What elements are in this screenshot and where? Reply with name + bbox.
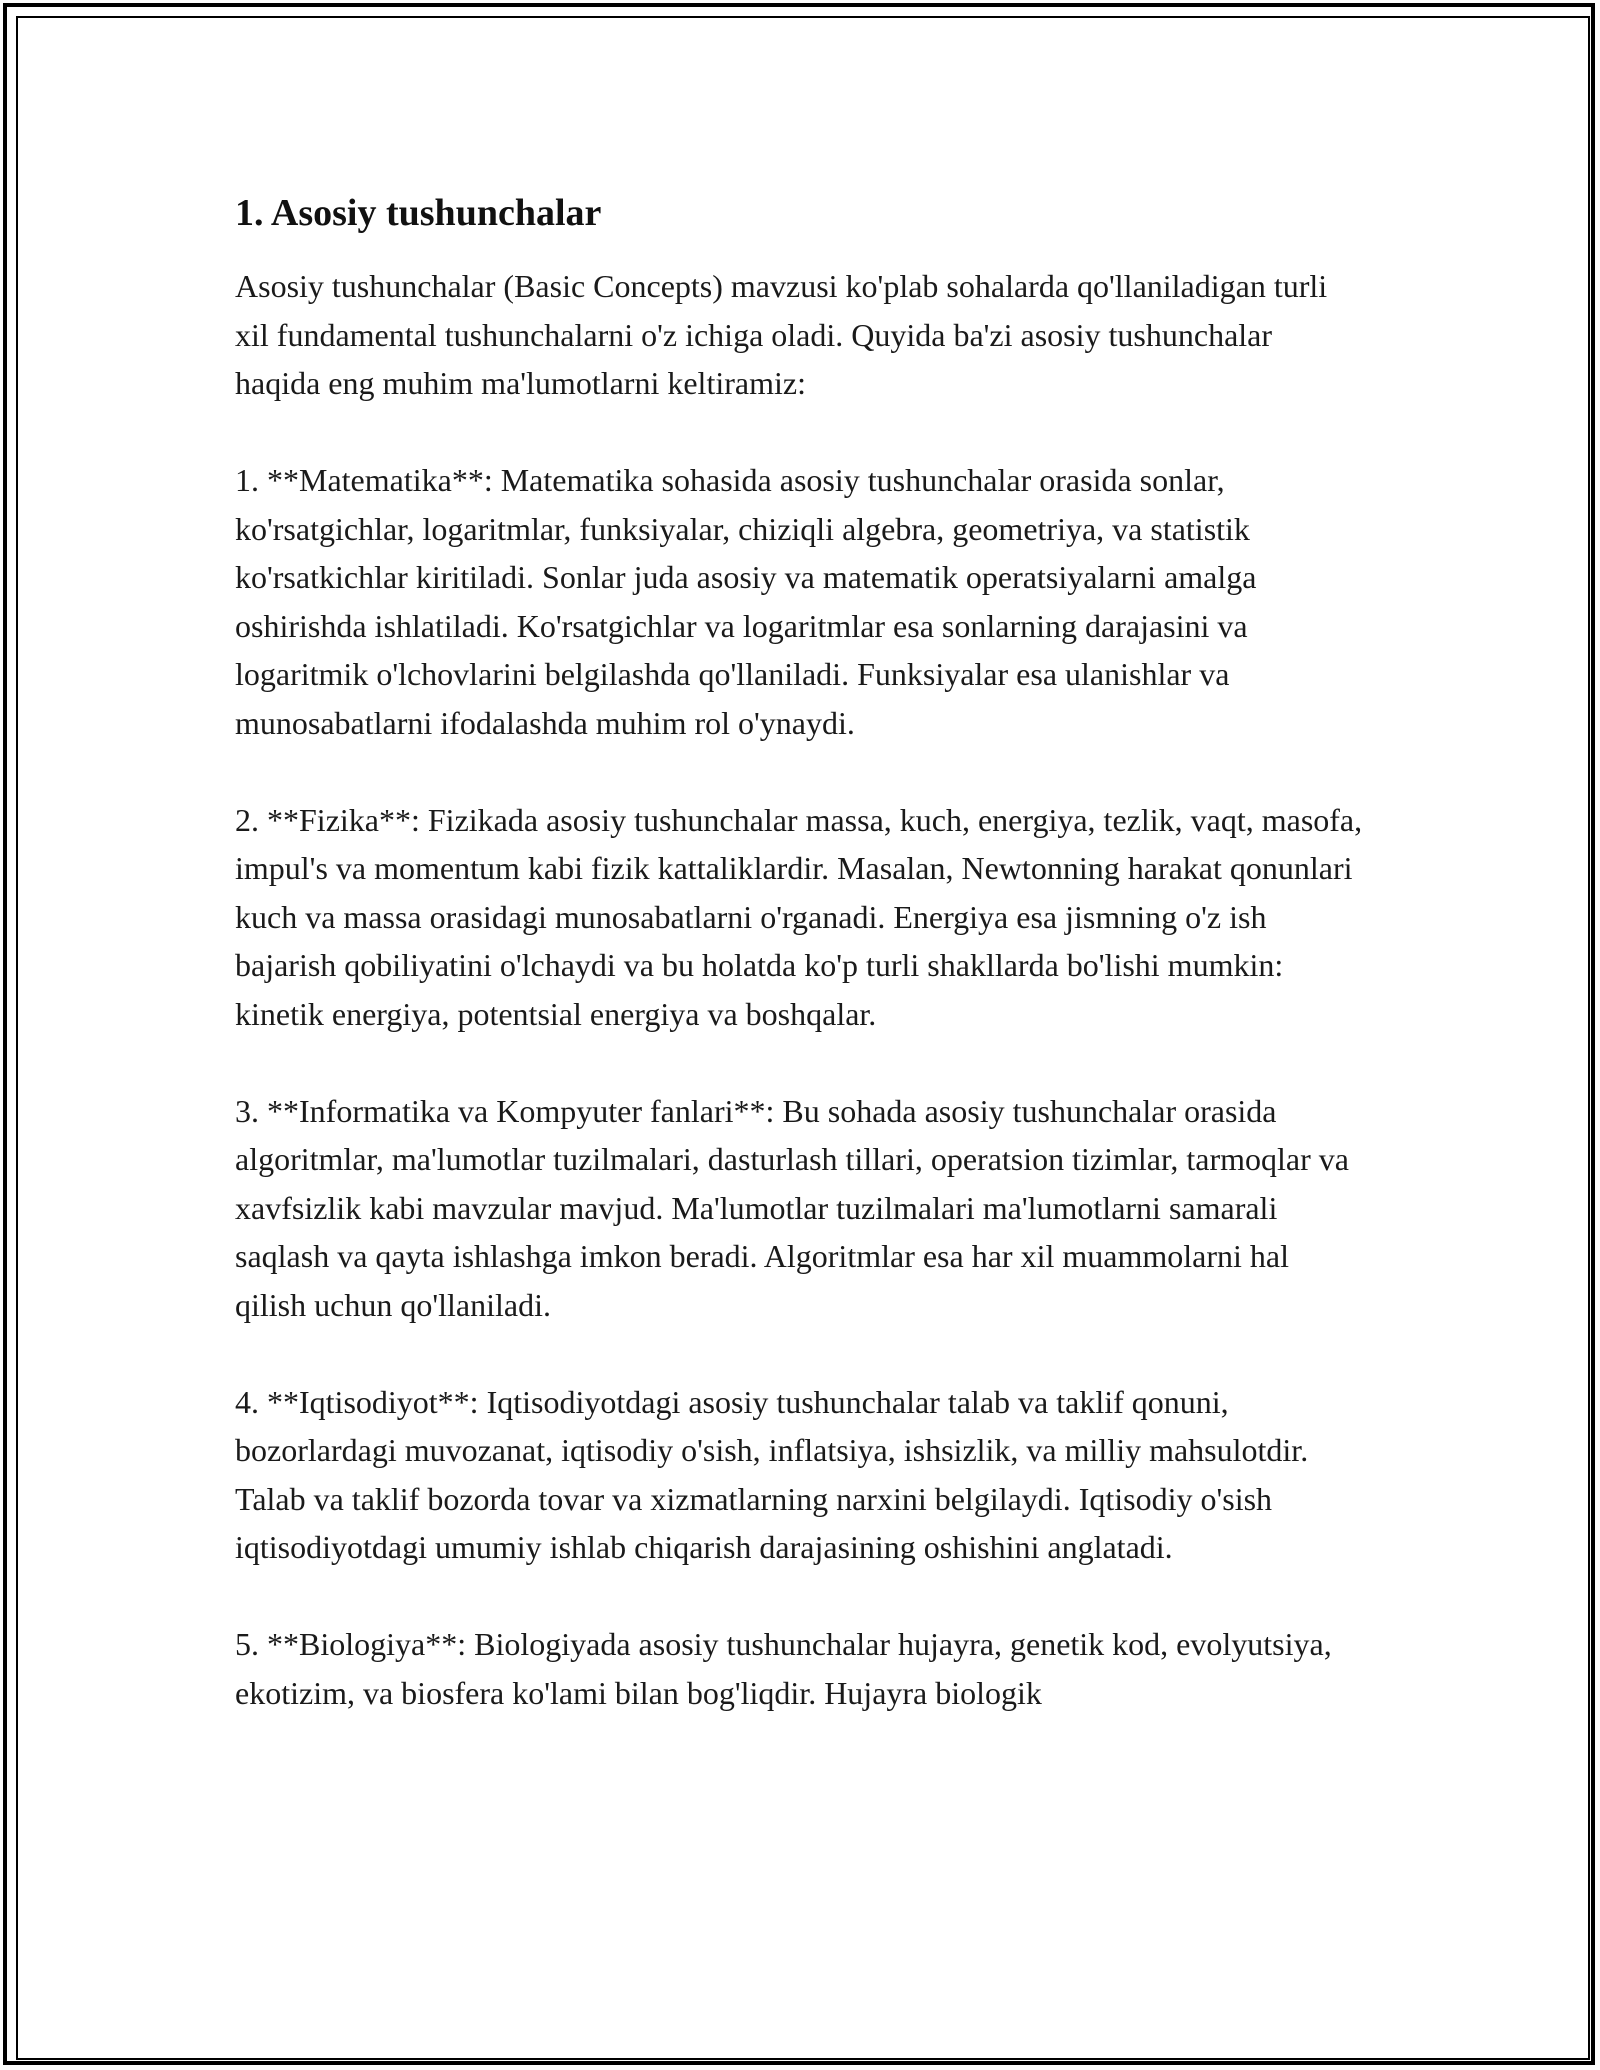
paragraph-iqtisodiyot: 4. **Iqtisodiyot**: Iqtisodiyotdagi asosiy tushunchalar talab va taklif qonuni, bozorlardagi muvozanat, iqtisodiy o'sish, inflatsiya, ishsizlik, va milliy mahsulotdir. Talab va taklif bozorda tovar va xizmatlarning narxini belgilaydi. Iqtisodiy o'sish iqtisodiyotdagi umumiy ishlab chiqarish darajasining oshishini anglatadi. [235, 1383, 1309, 1565]
paragraph-fizika: 2. **Fizika**: Fizikada asosiy tushunchalar massa, kuch, energiya, tezlik, vaqt, masofa, impul's va momentum kabi fizik kattaliklardir. Masalan, Newtonning harakat qonunlari kuch va massa orasidagi munosabatlarni o'rganadi. Energiya esa jismning o'z ish bajarish qobiliyatini o'lchaydi va bu holatda ko'p turli shakllarda bo'lishi mumkin: kinetik energiya, potentsial energiya va boshqalar. [235, 801, 1363, 1032]
paragraph-informatika: 3. **Informatika va Kompyuter fanlari**: Bu sohada asosiy tushunchalar orasida algoritmlar, ma'lumotlar tuzilmalari, dasturlash tillari, operatsion tizimlar, tarmoqlar va xavfsizlik kabi mavzular mavjud. Ma'lumotlar tuzilmalari ma'lumotlarni samarali saqlash va qayta ishlashga imkon beradi. Algoritmlar esa har xil muammolarni hal qilish uchun qo'llaniladi. [235, 1092, 1349, 1323]
intro-paragraph: Asosiy tushunchalar (Basic Concepts) mavzusi ko'plab sohalarda qo'llaniladigan turli xil fundamental tushunchalarni o'z ichiga oladi. Quyida ba'zi asosiy tushunchalar haqida eng muhim ma'lumotlarni keltiramiz: [235, 268, 1328, 401]
paragraph-biologiya: 5. **Biologiya**: Biologiyada asosiy tushunchalar hujayra, genetik kod, evolyutsiya, ekotizim, va biosfera ko'lami bilan bog'liqdir. Hujayra biologik [235, 1626, 1332, 1711]
document-body [235, 188, 1365, 1766]
section-heading: 1. Asosiy tushunchalar [235, 192, 602, 234]
paragraph-matematika: 1. **Matematika**: Matematika sohasida asosiy tushunchalar orasida sonlar, ko'rsatgichlar, logaritmlar, funksiyalar, chiziqli algebra, geometriya, va statistik ko'rsatkichlar kiritiladi. Sonlar juda asosiy va matematik operatsiyalarni amalga oshirishda ishlatiladi. Ko'rsatgichlar va logaritmlar esa sonlarning darajasini va logaritmik o'lchovlarini belgilashda qo'llaniladi. Funksiyalar esa ulanishlar va munosabatlarni ifodalashda muhim rol o'ynaydi. [235, 462, 1257, 741]
